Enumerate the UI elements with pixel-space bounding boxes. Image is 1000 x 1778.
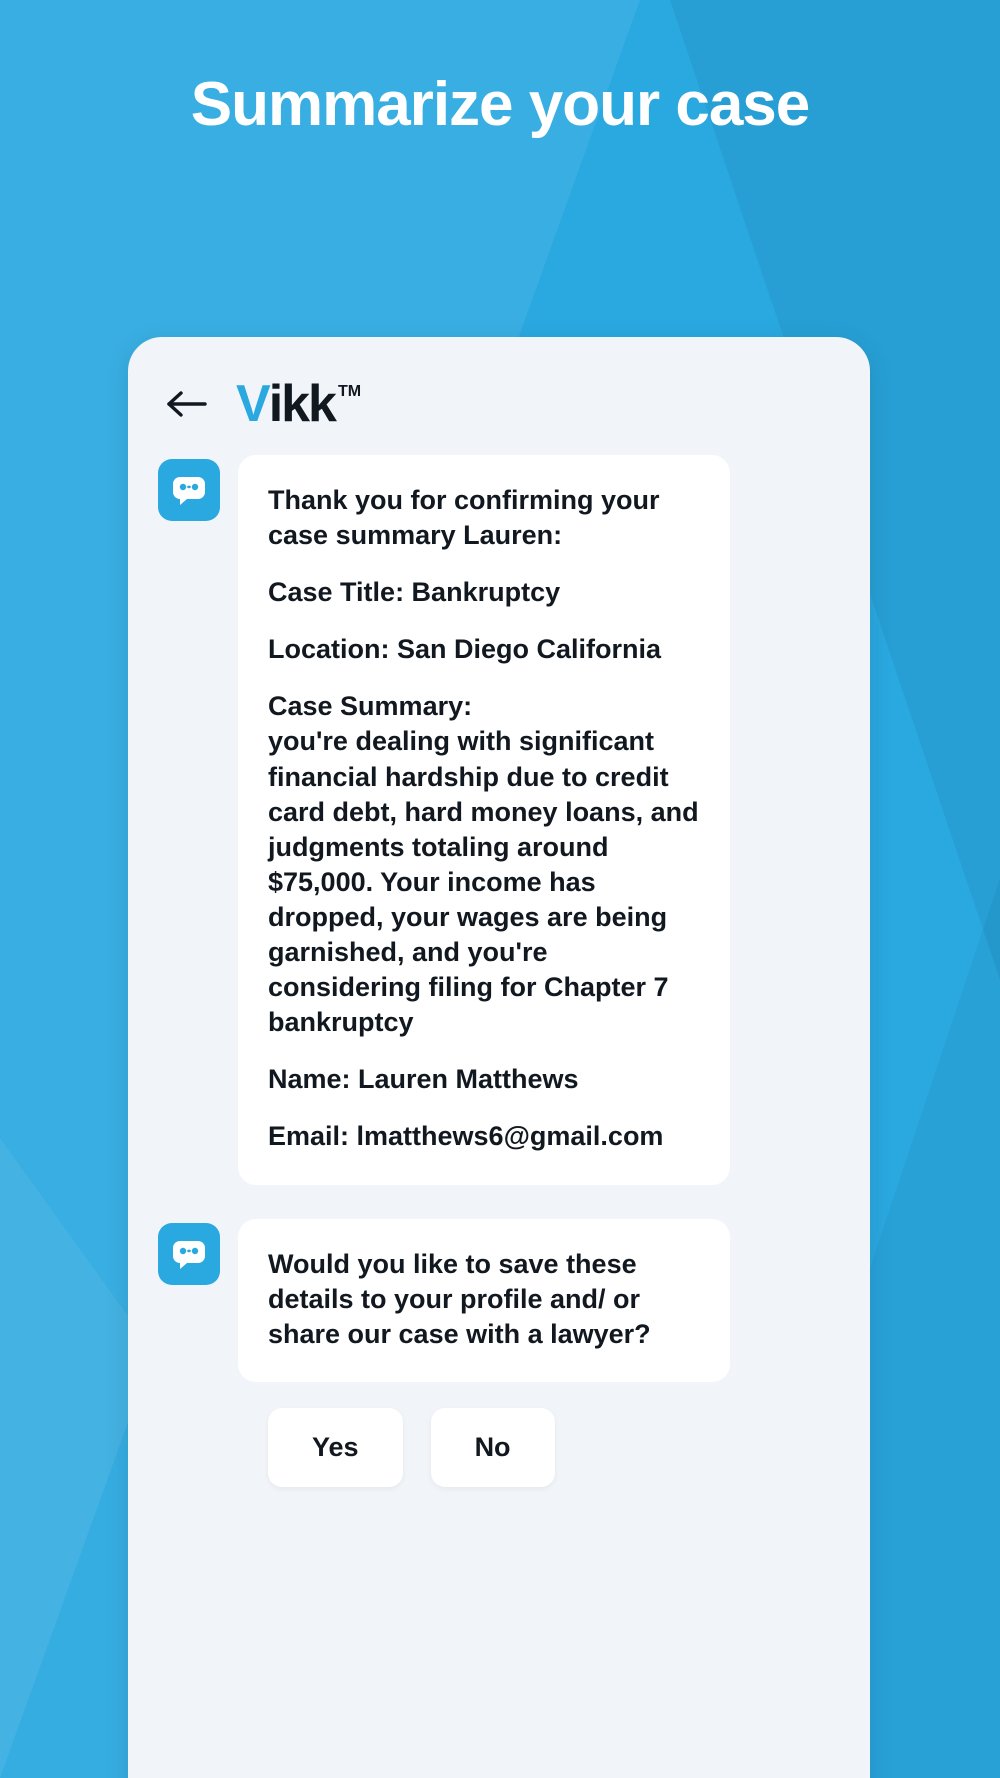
case-summary-label: Case Summary: bbox=[268, 691, 473, 722]
chat-bot-icon bbox=[158, 1223, 220, 1285]
chat-bot-icon bbox=[158, 459, 220, 521]
page-title: Summarize your case bbox=[190, 70, 810, 139]
case-title-line: Case Title: Bankruptcy bbox=[268, 577, 561, 608]
phone-mockup bbox=[128, 337, 870, 1778]
quick-reply-no[interactable]: No bbox=[431, 1408, 555, 1487]
location-line: Location: San Diego California bbox=[268, 634, 662, 665]
quick-reply-group bbox=[158, 1408, 840, 1487]
email-line: Email: lmatthews6@gmail.com bbox=[268, 1121, 664, 1152]
quick-reply-yes[interactable]: Yes bbox=[268, 1408, 403, 1487]
chat-message-question bbox=[158, 1219, 840, 1382]
logo-letter-v: V bbox=[236, 375, 269, 433]
chat-thread bbox=[128, 447, 870, 1487]
logo-trademark: TM bbox=[337, 383, 362, 400]
app-bar bbox=[128, 337, 870, 447]
chat-bubble bbox=[238, 1219, 730, 1382]
summary-intro: Thank you for confirming your case summary Lauren: bbox=[268, 485, 660, 551]
logo-letters-ikk: ikk bbox=[268, 375, 335, 433]
back-arrow-icon[interactable] bbox=[164, 381, 210, 427]
question-text: Would you like to save these details to your profile and/ or share our case with a lawyer? bbox=[268, 1248, 651, 1349]
name-line: Name: Lauren Matthews bbox=[268, 1064, 579, 1095]
chat-bubble bbox=[238, 455, 730, 1185]
case-summary-body: you're dealing with significant financial hardship due to credit card debt, hard money loans, and judgments totaling around $75,000. Your income has dropped, your wages are being garnished, and you're considering filing for Chapter 7 bankruptcy bbox=[268, 726, 699, 1038]
vikk-logo bbox=[236, 375, 362, 433]
chat-message-summary bbox=[158, 455, 840, 1185]
